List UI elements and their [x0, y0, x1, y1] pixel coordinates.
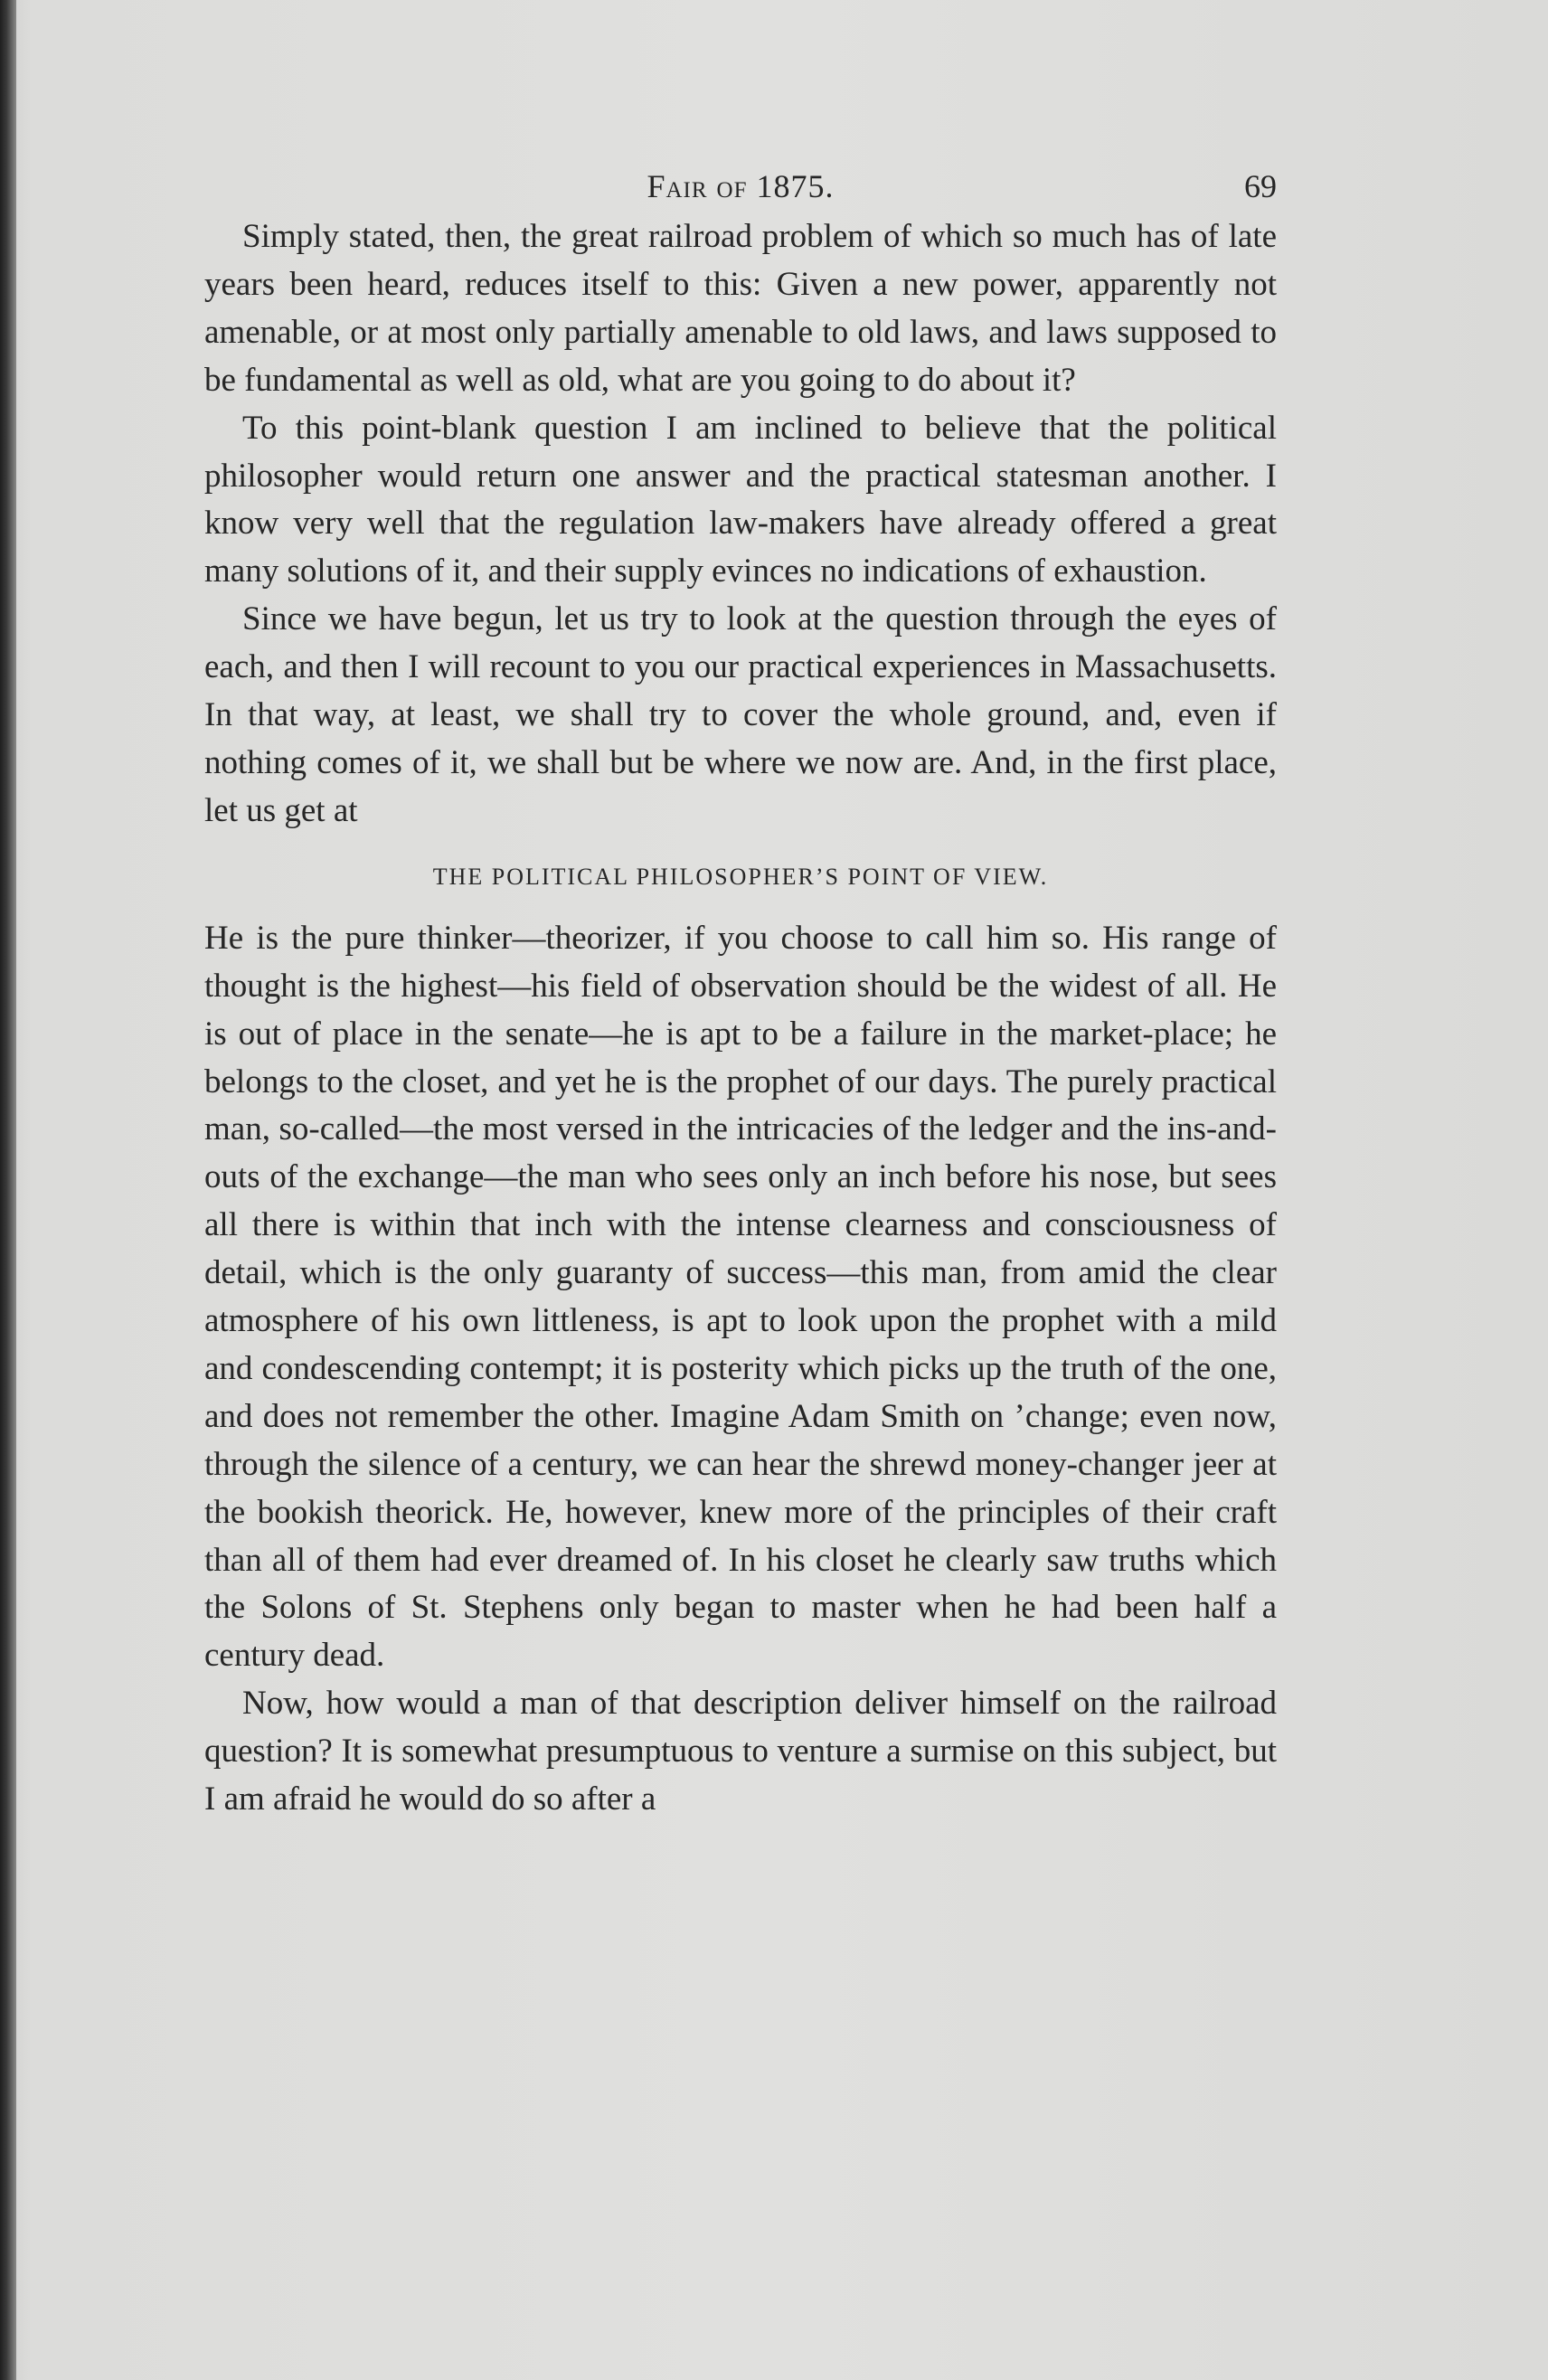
running-head	[204, 159, 1277, 213]
paragraph: Since we have begun, let us try to look at the question through the eyes of each, and then I will recount to you our practical experiences in Massachusetts. In that way, at least, we shall try to cover the whole ground, and, even if nothing comes of it, we shall but be where we now are. And, in the first place, let us get at	[204, 600, 1277, 829]
text-block	[204, 159, 1277, 1824]
paragraph: Now, how would a man of that description deliver himself on the railroad question? It is somewhat presumptuous to venture a surmise on this subject, but I am afraid he would do so after a	[204, 1685, 1277, 1818]
binding-edge	[0, 0, 16, 2380]
running-title: Fair of 1875.	[647, 168, 835, 204]
page-number: 69	[1244, 168, 1277, 204]
paragraph: To this point-blank question I am inclined to believe that the political philosopher would return one answer and the practical statesman another. I know very well that the regulation law-makers have already offered a great many solutions of it, and their supply evinces no indications of exhaustion.	[204, 409, 1277, 590]
paragraph: He is the pure thinker—theorizer, if you choose to call him so. His range of thought is the highest—his field of observation should be the widest of all. He is out of place in the senate—he is apt to be a failure in the market-place; he belongs to the closet, and yet he is the prophet of our days. The purely practical man, so-called—the most versed in the intricacies of the ledger and the ins-and-outs of the exchange—the man who sees only an inch before his nose, but sees all there is within that inch with the intense clearness and consciousness of detail, which is the only guaranty of success—this man, from amid the clear atmosphere of his own littleness, is apt to look upon the prophet with a mild and condescending contempt; it is posterity which picks up the truth of the one, and does not remember the other. Imagine Adam Smith on ’change; even now, through the silence of a century, we can hear the shrewd money-changer jeer at the bookish theorick. He, however, knew more of the principles of their craft than all of them had ever dreamed of. In his closet he clearly saw truths which the Solons of St. Stephens only began to master when he had been half a century dead.	[204, 919, 1277, 1675]
paragraph: Simply stated, then, the great railroad problem of which so much has of late years been heard, reduces itself to this: Given a new power, apparently not amenable, or at most only partially amenable to old laws, and laws supposed to be fundamental as well as old, what are you going to do about it?	[204, 218, 1277, 399]
section-heading: THE POLITICAL PHILOSOPHER’S POINT OF VIEW.	[432, 863, 1049, 890]
